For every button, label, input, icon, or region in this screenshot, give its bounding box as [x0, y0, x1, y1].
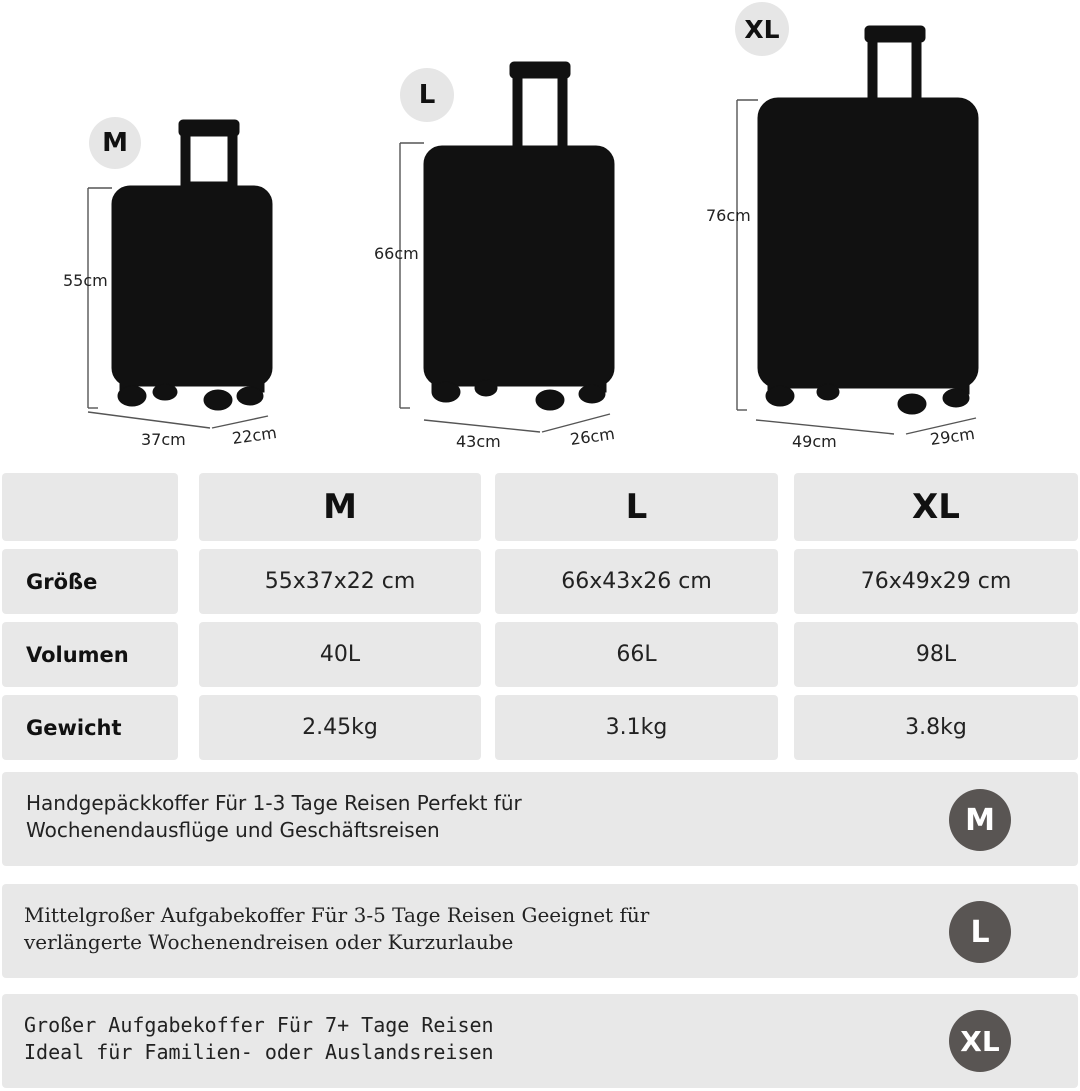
table-header-xl: XL — [794, 473, 1078, 541]
description-line-2: verlängerte Wochenendreisen oder Kurzurlaube — [24, 930, 514, 954]
row-label-volume: Volumen — [2, 622, 178, 687]
size-value-l: 66x43x26 cm — [495, 549, 778, 614]
size-circle-xl: XL — [949, 1010, 1011, 1072]
description-box-l — [2, 884, 1078, 978]
width-label-m: 37cm — [141, 430, 186, 449]
description-line-1: Großer Aufgabekoffer Für 7+ Tage Reisen — [24, 1013, 494, 1037]
width-label-xl: 49cm — [792, 432, 837, 451]
height-label-l: 66cm — [374, 244, 419, 263]
table-header-l: L — [495, 473, 778, 541]
weight-value-m: 2.45kg — [199, 695, 481, 760]
description-line-2: Ideal für Familien- oder Auslandsreisen — [24, 1040, 494, 1064]
volume-value-m: 40L — [199, 622, 481, 687]
weight-value-l: 3.1kg — [495, 695, 778, 760]
suitcase-m — [112, 120, 272, 410]
row-label-size: Größe — [2, 549, 178, 614]
suitcase-xl — [758, 26, 978, 414]
depth-label-m: 22cm — [230, 422, 278, 449]
description-box-xl — [2, 994, 1078, 1088]
table-header-m: M — [199, 473, 481, 541]
depth-label-l: 26cm — [568, 423, 616, 450]
description-box-m — [2, 772, 1078, 866]
table-corner-cell — [2, 473, 178, 541]
width-label-l: 43cm — [456, 432, 501, 451]
size-badge-m: M — [89, 117, 141, 169]
description-line-1: Mittelgroßer Aufgabekoffer Für 3-5 Tage Reisen Geeignet für — [24, 903, 650, 927]
height-label-xl: 76cm — [706, 206, 751, 225]
depth-label-xl: 29cm — [928, 423, 976, 450]
size-circle-l: L — [949, 901, 1011, 963]
height-label-m: 55cm — [63, 271, 108, 290]
description-line-2: Wochenendausflüge und Geschäftsreisen — [26, 818, 440, 842]
size-circle-m: M — [949, 789, 1011, 851]
size-value-m: 55x37x22 cm — [199, 549, 481, 614]
weight-value-xl: 3.8kg — [794, 695, 1078, 760]
size-badge-l: L — [400, 68, 454, 122]
volume-value-l: 66L — [495, 622, 778, 687]
row-label-weight: Gewicht — [2, 695, 178, 760]
size-badge-xl: XL — [735, 2, 789, 56]
volume-value-xl: 98L — [794, 622, 1078, 687]
description-line-1: Handgepäckkoffer Für 1-3 Tage Reisen Perfekt für — [26, 791, 522, 815]
suitcase-l — [424, 62, 614, 410]
suitcase-illustration — [0, 0, 1080, 465]
size-value-xl: 76x49x29 cm — [794, 549, 1078, 614]
